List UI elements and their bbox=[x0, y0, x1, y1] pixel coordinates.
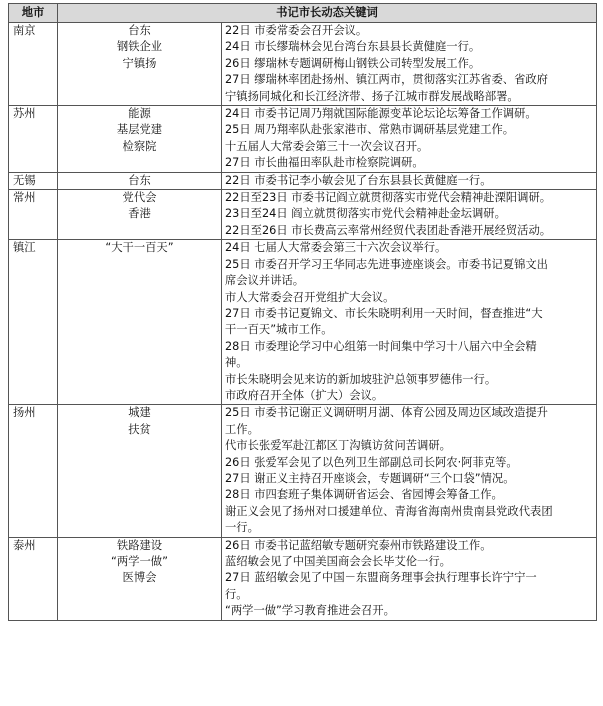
table-row bbox=[9, 23, 597, 106]
event-line: 26日 张爱军会见了以色列卫生部副总司长阿农·阿菲克等。 bbox=[225, 455, 518, 469]
event-line: 23日至24日 阎立就贯彻落实市党代会精神赴金坛调研。 bbox=[225, 207, 506, 221]
events-cell bbox=[222, 405, 597, 537]
event-line: 一行。 bbox=[225, 521, 259, 535]
event-line: 谢正义会见了扬州对口援建单位、青海省海南州贵南县党政代表团 bbox=[225, 504, 553, 518]
event-line: 干一百天”城市工作。 bbox=[225, 323, 333, 337]
keyword: 铁路建设 bbox=[116, 538, 163, 552]
events-cell bbox=[222, 190, 597, 240]
city-cell: 扬州 bbox=[9, 405, 58, 537]
event-line: 27日 缪瑞林率团赴扬州、镇江两市，贯彻落实江苏省委、省政府 bbox=[225, 73, 548, 87]
event-line: 25日 市委召开学习王华同志先进事迹座谈会。市委书记夏锦文出 bbox=[225, 257, 548, 271]
event-line: 代市长张爱军赴江都区丁沟镇访贫问苦调研。 bbox=[225, 439, 451, 453]
keyword: “大干一百天” bbox=[105, 241, 174, 255]
event-line: 市长朱晓明会见来访的新加坡驻沪总领事罗德伟一行。 bbox=[225, 372, 497, 386]
keywords-cell bbox=[58, 537, 222, 620]
event-line: 22日至23日 市委书记阎立就贯彻落实市党代会精神赴溧阳调研。 bbox=[225, 191, 552, 205]
keyword: 基层党建 bbox=[116, 123, 163, 137]
header-city: 地市 bbox=[9, 4, 58, 23]
keywords-cell bbox=[58, 190, 222, 240]
events-cell bbox=[222, 23, 597, 106]
keyword: 钢铁企业 bbox=[116, 40, 163, 54]
keyword: 党代会 bbox=[122, 191, 157, 205]
event-line: 市政府召开全体（扩大）会议。 bbox=[225, 388, 384, 402]
city-cell: 苏州 bbox=[9, 106, 58, 173]
event-line: 席会议并讲话。 bbox=[225, 274, 305, 288]
event-line: 24日 市委书记周乃翔就国际能源变革论坛论坛筹备工作调研。 bbox=[225, 107, 537, 121]
keyword: 台东 bbox=[128, 24, 151, 37]
table-row bbox=[9, 190, 597, 240]
events-cell bbox=[222, 240, 597, 405]
event-line: 27日 谢正义主持召开座谈会，专题调研“三个口袋”情况。 bbox=[225, 471, 515, 485]
event-line: 24日 市长缪瑞林会见台湾台东县县长黄健庭一行。 bbox=[225, 40, 481, 54]
event-line: 市人大常委会召开党组扩大会议。 bbox=[225, 290, 395, 304]
event-line: 行。 bbox=[225, 587, 248, 601]
city-cell: 南京 bbox=[9, 23, 58, 106]
keyword: “两学一做” bbox=[111, 555, 168, 568]
event-line: 27日 蓝绍敏会见了中国－东盟商务理事会执行理事长许宁宁一 bbox=[225, 571, 537, 585]
event-line: 十五届人大常委会第三十一次会议召开。 bbox=[225, 139, 429, 153]
table-row bbox=[9, 405, 597, 537]
events-cell bbox=[222, 106, 597, 173]
keywords-cell bbox=[58, 172, 222, 189]
event-line: 26日 缪瑞林专题调研梅山钢铁公司转型发展工作。 bbox=[225, 56, 481, 70]
table-header-row bbox=[9, 4, 597, 23]
keyword: 医博会 bbox=[122, 571, 157, 585]
table-row bbox=[9, 240, 597, 405]
event-line: “两学一做”学习教育推进会召开。 bbox=[225, 604, 395, 618]
city-cell: 泰州 bbox=[9, 537, 58, 620]
city-cell: 常州 bbox=[9, 190, 58, 240]
keywords-cell bbox=[58, 106, 222, 173]
event-line: 25日 市委书记谢正义调研明月湖、体育公园及周边区域改造提升 bbox=[225, 406, 548, 420]
keyword: 宁镇扬 bbox=[122, 56, 157, 70]
keyword: 香港 bbox=[128, 207, 151, 221]
keyword: 城建 bbox=[128, 406, 151, 420]
city-keywords-table bbox=[8, 3, 597, 621]
event-line: 22日至26日 市长费高云率常州经贸代表团赴香港开展经贸活动。 bbox=[225, 223, 552, 237]
event-line: 28日 市四套班子集体调研省运会、省园博会筹备工作。 bbox=[225, 488, 503, 502]
event-line: 工作。 bbox=[225, 422, 259, 436]
events-cell bbox=[222, 537, 597, 620]
table-row bbox=[9, 172, 597, 189]
city-cell: 镇江 bbox=[9, 240, 58, 405]
event-line: 22日 市委常委会召开会议。 bbox=[225, 24, 368, 37]
table-row bbox=[9, 537, 597, 620]
event-line: 27日 市长曲福田率队赴市检察院调研。 bbox=[225, 156, 424, 170]
keywords-cell bbox=[58, 405, 222, 537]
event-line: 蓝绍敏会见了中国美国商会会长毕艾伦一行。 bbox=[225, 555, 451, 568]
table-row bbox=[9, 106, 597, 173]
events-cell bbox=[222, 172, 597, 189]
event-line: 26日 市委书记蓝绍敏专题研究泰州市铁路建设工作。 bbox=[225, 538, 492, 552]
event-line: 神。 bbox=[225, 356, 248, 370]
event-line: 24日 七届人大常委会第三十六次会议举行。 bbox=[225, 241, 447, 255]
header-keywords: 书记市长动态关键词 bbox=[58, 4, 597, 23]
event-line: 25日 周乃翔率队赴张家港市、常熟市调研基层党建工作。 bbox=[225, 123, 515, 137]
event-line: 28日 市委理论学习中心组第一时间集中学习十八届六中全会精 bbox=[225, 339, 537, 353]
keywords-cell bbox=[58, 23, 222, 106]
keyword: 扶贫 bbox=[128, 422, 151, 436]
keywords-cell bbox=[58, 240, 222, 405]
event-line: 27日 市委书记夏锦文、市长朱晓明利用一天时间，督查推进“大 bbox=[225, 306, 543, 320]
keyword: 台东 bbox=[128, 173, 151, 187]
keyword: 能源 bbox=[128, 107, 151, 121]
city-cell: 无锡 bbox=[9, 172, 58, 189]
event-line: 宁镇扬同城化和长江经济带、扬子江城市群发展战略部署。 bbox=[225, 89, 519, 103]
event-line: 22日 市委书记李小敏会见了台东县县长黄健庭一行。 bbox=[225, 173, 492, 187]
keyword: 检察院 bbox=[122, 139, 157, 153]
